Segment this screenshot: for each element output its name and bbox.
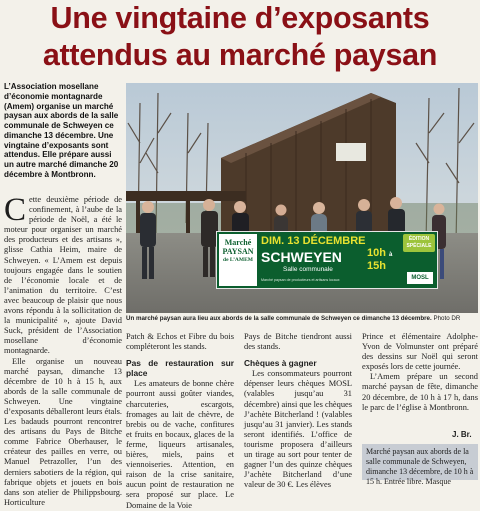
banner-fine-print: Marché paysan de producteurs et artisans locaux [261,278,340,282]
banner-town: SCHWEYEN [261,249,342,265]
sponsor-logo: MOSL [407,272,433,284]
column-1-paragraph-2: Elle organise un nouveau marché paysan, dimanche 13 décembre de 10 h à 15 h, aux abords de la salle communale de Schweyen. Une vingtaine d’exposants déballeront leurs étals. Les badauds pourront rencontrer des artisans du Pays de Bitche comme Fabrice Oberhauser, le créateur des pailles en verre, ou Manuel Petrazoller, l’un des derniers sabotiers de la région, qui fabrique objets et jouets en bois dans son atelier de Philippsbourg. Horticulture [4,356,122,507]
practical-info-box: Marché paysan aux abords de la salle communale de Schweyen, dimanche 13 décembre, de 10 h à 15 h. Entrée libre. Masque [362,444,478,480]
headline [0,0,480,78]
article-photo [126,83,478,313]
photo-credit: Photo DR [433,315,461,322]
event-banner [216,231,438,289]
subheading-restauration: Pas de restauration sur place [126,358,234,379]
column-4-paragraph-1: Prince et élémentaire Adolphe-Yvon de Volmunster ont préparé des dessins sur Noël qui seront exposés lors de cette journée. [362,332,478,372]
lead-paragraph: L’Association mosellane d’économie montagnarde (Amem) organise un marché paysan aux abords de la salle communale de Schweyen ce dimanche 13 décembre. Une vingtaine d’exposants sont attendus. Elle prépare aussi un autre marché dimanche 20 décembre à Montbronn. [4,82,119,179]
article-column-1 [4,192,122,508]
author-signature: J. Br. [452,430,472,439]
column-4-paragraph-2: L’Amem prépare un second marché paysan de fête, dimanche 20 décembre, de 10 h à 17 h, dans le parc de l’église à Montbronn. [362,372,478,412]
banner-venue: Salle communale [283,266,333,273]
banner-time: 10h à 15h [367,247,393,272]
column-2-paragraph-2: Les amateurs de bonne chère pourront aussi goûter viandes, charcuteries, escargots, fromages au lait de chèvre, de brebis ou de vache, confitures et fruits en bocaux, glaces de la ferme, liqueurs artisanales, bières, miels, pains et viennoiseries. Attention, en raison de la crise sanitaire, aucun point de restauration ne sera proposé sur place. Le Domaine de la Voie [126,379,234,510]
headline-line-1: Une vingtaine d’exposants [50,1,430,35]
photo-caption [126,315,478,323]
article-column-4 [362,332,478,413]
article-column-2 [126,332,234,511]
banner-date: DIM. 13 DÉCEMBRE [261,235,366,247]
headline-line-2: attendus au marché paysan [42,38,438,72]
column-1-paragraph-1: Cette deuxième période de confinement, à l’aube de la période de Noël, a été le moteur pour organiser un marché des producteurs et des artisans », glisse Cathia Heim, maire de Schweyen. « L’Amem est depuis toujours engagée dans le soutien de l’économie locale et de l’animation du territoire. C’est avec beaucoup de plaisir que nous avons répondu à la sollicitation de la municipalité », ajoute David Suck, président de l’Association mosellane d’économie montagnarde. [4,192,122,356]
article-column-3 [244,332,352,490]
column-3-paragraph-1: Pays de Bitche tiendront aussi des stands. [244,332,352,352]
column-2-paragraph-1: Patch & Echos et Fibre du bois compléteront les stands. [126,332,234,352]
banner-logo: Marché PAYSAN de L’AMEM [219,234,257,286]
drop-cap: C [4,192,27,228]
column-3-paragraph-2: Les consommateurs pourront dépenser leurs chèques MOSL (valables jusqu’au 31 décembre) ainsi que les chèques J’achète Bitcherland ! (valables jusqu’au 31 janvier). Les stands seront identifiés. L’office de tourisme proposera d’ailleurs un tirage au sort pour tenter de gagner l’un des quinze chèques J’achète Bitcherland d’une valeur de 30 €. Les élèves [244,369,352,490]
subheading-cheques: Chèques à gagner [244,358,317,369]
edition-badge: ÉDITION SPÉCIALE [403,234,435,252]
caption-text: Un marché paysan aura lieu aux abords de la salle communale de Schweyen ce dimanche 13 décembre. [126,315,432,322]
